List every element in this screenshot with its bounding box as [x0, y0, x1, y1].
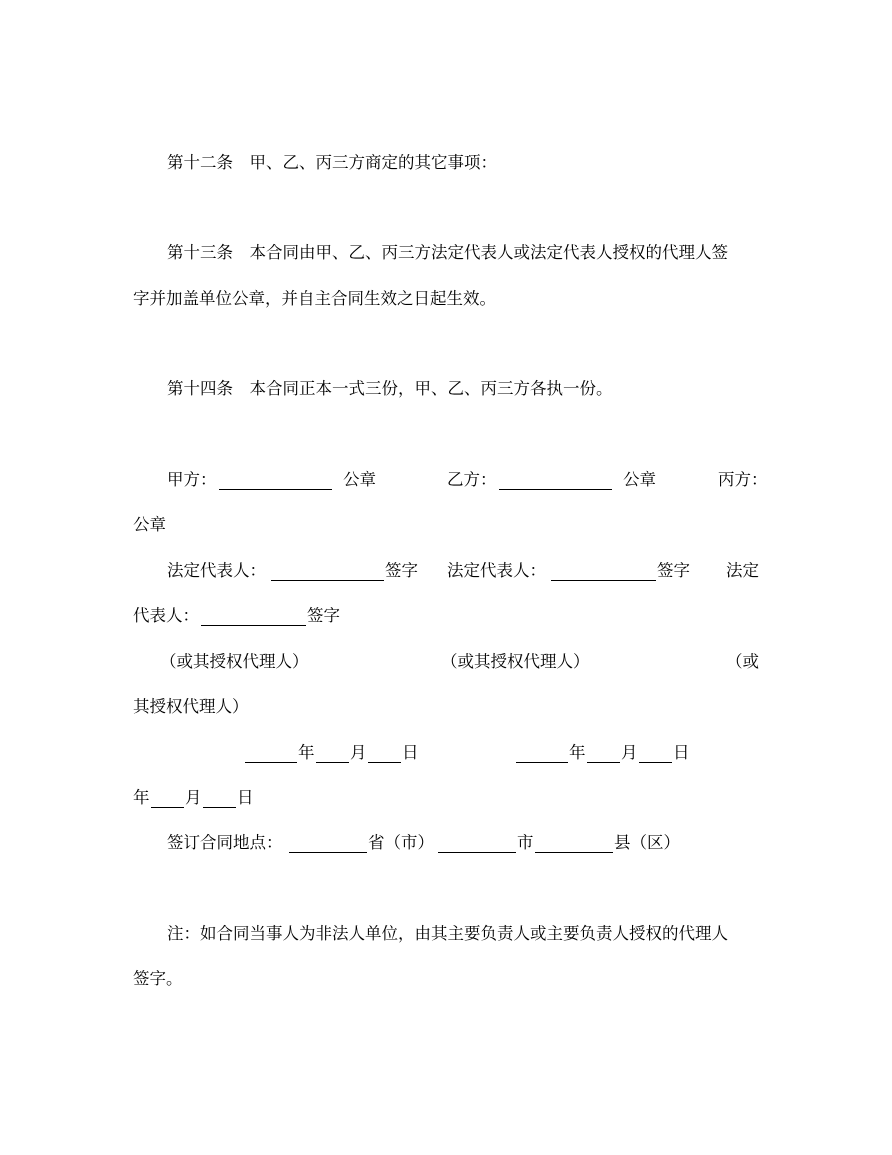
- date-3-month-blank[interactable]: [151, 790, 184, 808]
- rep-1-label: 法定代表人：: [167, 561, 266, 580]
- rep-2-sign: 签字: [657, 561, 690, 580]
- rep-3-label-part1: 法定: [726, 561, 759, 580]
- article-13-line-1: 第十三条 本合同由甲、乙、丙三方法定代表人或法定代表人授权的代理人签: [167, 243, 728, 262]
- rep-2-blank[interactable]: [551, 563, 656, 581]
- date-2-year-blank[interactable]: [516, 745, 568, 763]
- article-13-line-2: 字并加盖单位公章，并自主合同生效之日起生效。: [133, 289, 496, 308]
- rep-3-sign: 签字: [307, 606, 340, 625]
- party-c-label: 丙方：: [718, 470, 768, 489]
- date-2-year: 年: [569, 743, 586, 762]
- signing-place-label: 签订合同地点：: [167, 833, 283, 852]
- party-a-label: 甲方：: [167, 470, 217, 489]
- party-a-seal: 公章: [343, 470, 376, 489]
- note-line-1: 注：如合同当事人为非法人单位，由其主要负责人或主要负责人授权的代理人: [167, 924, 728, 943]
- county-label: 县（区）: [614, 833, 680, 852]
- party-c-seal: 公章: [133, 515, 166, 534]
- date-3-year: 年: [133, 788, 150, 807]
- agent-2: （或其授权代理人）: [441, 652, 590, 671]
- rep-1-blank[interactable]: [271, 563, 384, 581]
- date-1-year: 年: [298, 743, 315, 762]
- date-1-month-blank[interactable]: [316, 745, 349, 763]
- party-b-label: 乙方：: [447, 470, 497, 489]
- date-2-day-blank[interactable]: [639, 745, 672, 763]
- note-line-2: 签字。: [133, 969, 183, 988]
- date-1-year-blank[interactable]: [245, 745, 297, 763]
- city-blank[interactable]: [438, 835, 516, 853]
- agent-3-part2: 其授权代理人）: [133, 697, 249, 716]
- party-a-blank[interactable]: [219, 472, 332, 490]
- agent-1: （或其授权代理人）: [160, 652, 309, 671]
- article-14: 第十四条 本合同正本一式三份，甲、乙、丙三方各执一份。: [167, 379, 613, 398]
- rep-3-label-part2: 代表人：: [133, 606, 199, 625]
- date-2-month-blank[interactable]: [587, 745, 620, 763]
- article-12: 第十二条 甲、乙、丙三方商定的其它事项：: [167, 153, 497, 172]
- party-b-blank[interactable]: [499, 472, 612, 490]
- date-1-day: 日: [402, 743, 419, 762]
- county-blank[interactable]: [535, 835, 613, 853]
- date-1-day-blank[interactable]: [368, 745, 401, 763]
- rep-2-label: 法定代表人：: [447, 561, 546, 580]
- agent-3-part1: （或: [726, 652, 759, 671]
- rep-3-blank[interactable]: [201, 608, 306, 626]
- city-label: 市: [517, 833, 534, 852]
- party-b-seal: 公章: [623, 470, 656, 489]
- date-2-month: 月: [621, 743, 638, 762]
- date-3-month: 月: [185, 788, 202, 807]
- rep-1-sign: 签字: [385, 561, 418, 580]
- date-3-day: 日: [237, 788, 254, 807]
- date-1-month: 月: [350, 743, 367, 762]
- date-3-day-blank[interactable]: [203, 790, 236, 808]
- province-blank[interactable]: [289, 835, 367, 853]
- date-2-day: 日: [673, 743, 690, 762]
- province-label: 省（市）: [368, 833, 434, 852]
